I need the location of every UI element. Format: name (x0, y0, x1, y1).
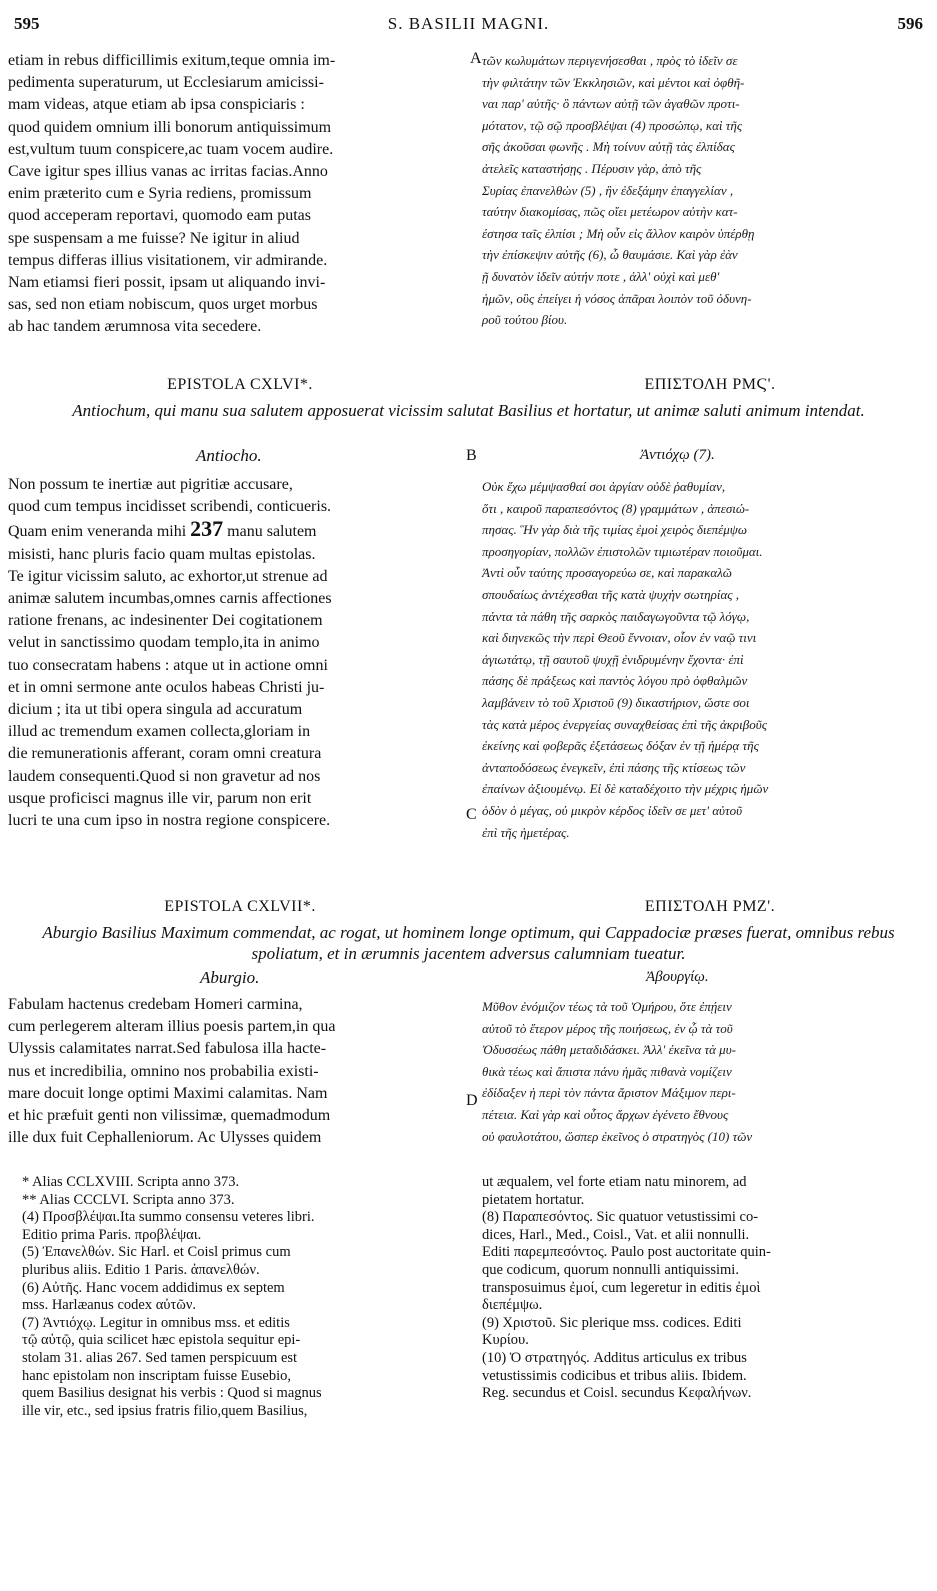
epistola-146-latin-column (8, 474, 470, 832)
epistola-147-summary: Aburgio Basilius Maximum commendat, ac rogat, ut hominem longe optimum, qui Cappadociæ præses fuerat, omnibus rebus spoliatum, et in ærumnis jacentem adversus calumniam tueatur. (42, 923, 895, 963)
epistola-146-greek-text: Οὐκ ἔχω μέμψασθαί σοι ἀργίαν οὐδὲ ῥαθυμίαν, ὅτι , καιροῦ παραπεσόντος (8) γραμμάτων , ἀπεσιώ- πησας. Ἣν γὰρ διὰ τῆς τιμίας ἐμοὶ χειρὸς διεπέμψω προσηγορίαν, πολλῶν ἐπιστολῶν τιμιωτέραν ποιοῦμαι. Ἀντὶ οὖν ταύτης προσαγορεύω σε, καὶ παρακαλῶ σπουδαίως ἀντέχεσθαι τῆς κατὰ ψυχὴν σωτηρίας , πάντα τὰ πάθη τῆς σαρκὸς παιδαγωγοῦντα τῷ λόγῳ, καὶ διηνεκῶς τὴν περὶ Θεοῦ ἔννοιαν, οἷον ἐν ναῷ τινι ἁγιωτάτῳ, τῇ σαυτοῦ ψυχῇ ἐνιδρυμένην ἔχοντα· ἐπὶ πάσης δὲ πράξεως καὶ παντὸς λόγου πρὸ ὀφθαλμῶν λαμβάνειν τὸ τοῦ Χριστοῦ (9) δικαστήριον, ὥστε σοι τὰς κατὰ μέρος ἐνεργείας συναχθείσας ἐπὶ τῆς ἀκριβοῦς ἐκείνης καὶ φοβερᾶς ἐξετάσεως δόξαν ἐν τῇ ἡμέρᾳ τῆς ἀνταποδόσεως ἐνεγκεῖν, ἐπὶ πάσης τῆς κτίσεως τῶν ἐπαίνων ἀξιουμένῳ. Εἰ δὲ καταδέχοιτο τὴν μέχρις ἡμῶν ὁδὸν ὁ μέγας, οὐ μικρὸν κέρδος ἰδεῖν σε μετ' αὐτοῦ ἐπὶ τῆς ἡμετέρας. (482, 479, 769, 840)
epistola-146-greek-column (482, 476, 930, 843)
epistola-146-latin-text (8, 474, 470, 832)
margin-letter-c: C (466, 806, 477, 823)
latin-text-part: Non possum te inertiæ aut pigritiæ accusare, quod cum tempus incidisset scribendi, conticueris. Quam enim veneranda mihi (8, 476, 332, 541)
running-title: S. BASILII MAGNI. (387, 14, 550, 33)
epistola-146-heading-greek: ΕΠΙΣΤΟΛΗ ΡΜϚ'. (644, 376, 776, 393)
epistola-147-latin-column (8, 994, 470, 1149)
column-number: 237 (190, 516, 224, 542)
footnotes-right-text: ut æqualem, vel forte etiam natu minorem, ad pietatem hortatur. (8) Παραπεσόντος. Sic quatuor vetustissimi co- dices, Harl., Med., Coisl., Vat. et alii nonnulli. Editi παρεμπεσόντος. Paulo post auctoritate quin- que codicum, quorum nonnulli antiquissimi. transposuimus ἐμοί, cum legeretur in editis ἐμοὶ διεπέμψω. (9) Χριστοῦ. Sic plerique mss. codices. Editi Κυρίου. (10) Ὁ στρατηγός. Additus articulus ex tribus vetustissimis codicibus et tribus aliis. Ibidem. Reg. secundus et Coisl. secundus Κεφαλήνων. (482, 1174, 771, 1402)
epistola-147-salutation-greek: Ἀβουργίῳ. (646, 969, 709, 985)
margin-letter-b: B (466, 447, 477, 464)
epistola-146-summary: Antiochum, qui manu sua salutem apposuerat vicissim salutat Basilius et hortatur, ut animæ saluti animum intendat. (72, 401, 865, 420)
intro-greek-column (482, 50, 930, 331)
intro-latin-column (8, 50, 470, 339)
footnotes-left-text: * Alias CCLXVIII. Scripta anno 373. ** Alias CCCLVI. Scripta anno 373. (4) Προσβλέψαι.Ita summo consensu veteres libri. Editio prima Paris. προβλέψαι. (5) Ἐπανελθών. Sic Harl. et Coisl primus cum pluribus aliis. Editio 1 Paris. ἀπανελθών. (6) Αὐτῆς. Hanc vocem addidimus ex septem mss. Harlæanus codex αὐτῶν. (7) Ἀντιόχῳ. Legitur in omnibus mss. et editis τῷ αὐτῷ, quia scilicet hæc epistola sequitur epi- stolam 31. alias 267. Sed tamen perspicuum est hanc epistolam non inscriptam fuisse Eusebio, quem Basilius designat his verbis : Quod si magnus ille vir, etc., sed ipsius fratris filio,quem Basilius, (22, 1174, 322, 1419)
intro-latin-text: etiam in rebus difficillimis exitum,teque omnia im- pedimenta superaturum, ut Ecclesiarum amicissi- mam videas, atque etiam ab ipsa conspiciaris : quod quidem omnium illi bonorum antiquissimum est,vultum tuum conspicere,ac tuam vocem audire. Cave igitur spes illius vanas ac irritas facias.Anno enim præterito cum e Syria rediens, promissum quod acceperam reportavi, quomodo eam putas spe suspensam a me fuisse? Ne igitur in aliud tempus differas illius visitationem, vir admirande. Nam etiamsi fieri possit, ipsam ut aliquando invi- sas, sed non etiam nobiscum, quos urget morbus ab hac tandem ærumnosa vita secedere. (8, 52, 336, 336)
footnotes-left (22, 1174, 468, 1420)
running-header (14, 14, 923, 42)
epistola-147-greek-column (482, 996, 930, 1147)
margin-letter-d: D (466, 1092, 478, 1109)
page-number-left: 595 (14, 14, 40, 33)
footnotes-right (482, 1174, 928, 1403)
margin-letter-a: A (470, 50, 482, 67)
epistola-147-heading-latin: EPISTOLA CXLVII*. (164, 898, 316, 915)
intro-greek-text: τῶν κωλυμάτων περιγενήσεσθαι , πρὸς τὸ ἰδεῖν σε τὴν φιλτάτην τῶν Ἐκκλησιῶν, καὶ μέντοι καὶ ὀφθῆ- ναι παρ' αὐτῆς· ὃ πάντων αὐτῇ τῶν ἀγαθῶν προτι- μότατον, τῷ σῷ προσβλέψαι (4) προσώπῳ, καὶ τῆς σῆς ἀκοῦσαι φωνῆς . Μὴ τοίνυν αὐτῇ τὰς ἐλπίδας ἀτελεῖς καταστήσῃς . Πέρυσιν γὰρ, ἀπὸ τῆς Συρίας ἐπανελθὼν (5) , ἣν ἐδεξάμην ἐπαγγελίαν , ταύτην διακομίσας, πῶς οἴει μετέωρον αὐτὴν κατ- έστησα ταῖς ἐλπίσι ; Μὴ οὖν εἰς ἄλλον καιρὸν ὑπέρθῃ τὴν ἐπίσκεψιν αὐτῆς (6), ὦ θαυμάσιε. Καὶ γὰρ ἐὰν ῇ δυνατὸν ἰδεῖν αὐτήν ποτε , ἀλλ' οὐχὶ καὶ μεθ' ἡμῶν, οὓς ἐπείγει ἡ νόσος ἀπᾶραι λοιπὸν τοῦ ὀδυνη- ροῦ τούτου βίου. (482, 53, 755, 328)
epistola-146-salutation-latin: Antiocho. (196, 446, 262, 465)
epistola-146-salutation-greek: Ἀντιόχῳ (7). (640, 447, 715, 463)
latin-text-part: manu salutem misisti, hanc pluris facio quam multas epistolas. Te igitur vicissim saluto, ac exhortor,ut strenue ad animæ salutem incumbas,omnes carnis affectiones ratione frenans, ac indesinenter Dei cogitationem velut in sanctissimo quodam templo,ita in animo tuo consecratam habens : atque ut in actione omni et in omni sermone ante oculos habeas Christi ju- dicium ; ita ut tibi opera singula ad accuratum illud ac tremendum examen collecta,gloriam in die remunerationis afferant, coram omni creatura laudem consequenti.Quod si non gravetur ad nos usque proficisci magnus ille vir, parum non erit lucri te una cum ipso in nostra regione conspicere. (8, 523, 332, 830)
epistola-147-heading-greek: ΕΠΙΣΤΟΛΗ ΡΜΖ'. (644, 898, 776, 915)
epistola-146-heading-latin: EPISTOLA CXLVI*. (167, 376, 313, 393)
page-number-right: 596 (897, 14, 923, 33)
epistola-147-latin-text: Fabulam hactenus credebam Homeri carmina, cum perlegerem alteram illius poesis partem,in qua Ulyssis calamitates narrat.Sed fabulosa illa hacte- nus et incredibilia, omnino nos probabilia existi- mare docuit longe optimi Maximi calamitas. Nam et hic præfuit genti non vilissimæ, quemadmodum ille dux fuit Cephalleniorum. Ac Ulysses quidem (8, 996, 336, 1147)
epistola-147-salutation-latin: Aburgio. (200, 968, 260, 987)
epistola-147-greek-text: Μῦθον ἐνόμιζον τέως τὰ τοῦ Ὁμήρου, ὅτε ἐπῄειν αὐτοῦ τὸ ἕτερον μέρος τῆς ποιήσεως, ἐν ᾧ τὰ τοῦ Ὀδυσσέως πάθη μεταδιδάσκει. Ἀλλ' ἐκεῖνα τὰ μυ- θικὰ τέως καὶ ἄπιστα πάνυ ἡμᾶς πιθανὰ νομίζειν ἐδίδαξεν ἡ περὶ τὸν πάντα ἄριστον Μάξιμον περι- πέτεια. Καὶ γὰρ καὶ οὗτος ἄρχων ἐγένετο ἔθνους οὐ φαυλοτάτου, ὥσπερ ἐκεῖνος ὁ στρατηγὸς (10) τῶν (482, 999, 753, 1144)
